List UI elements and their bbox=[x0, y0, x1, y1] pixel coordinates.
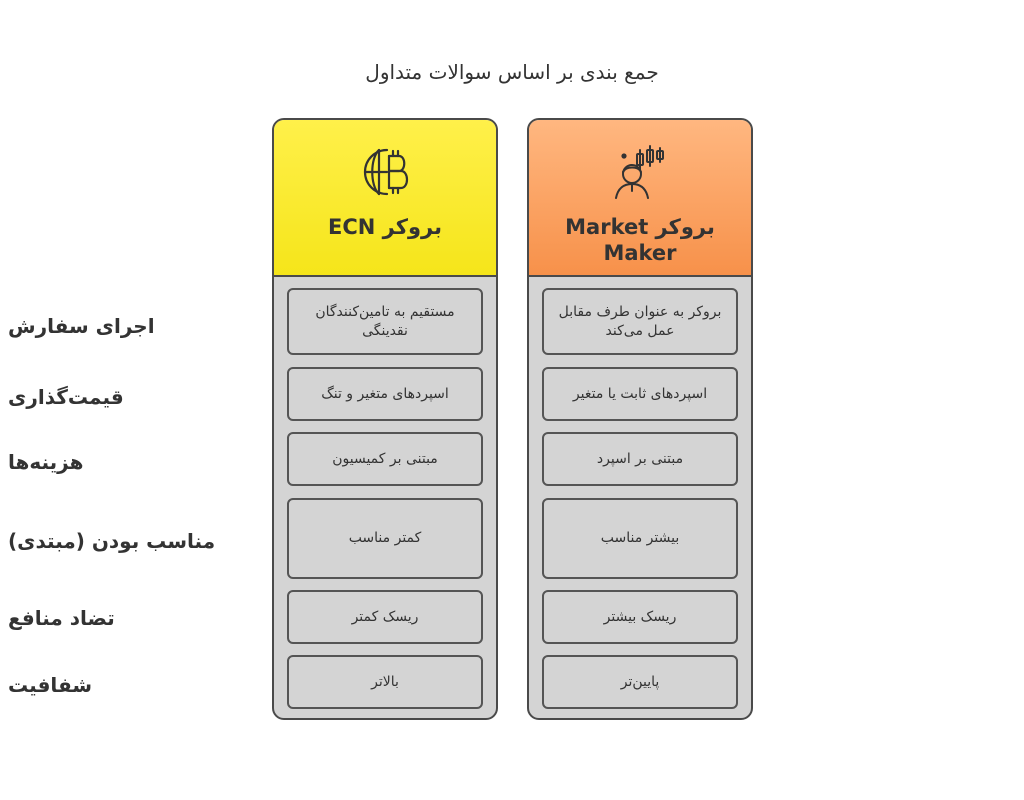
row-label-costs: هزینه‌ها bbox=[8, 450, 84, 474]
market-maker-broker-title: بروکر Market Maker bbox=[565, 215, 715, 265]
page-title: جمع بندی بر اساس سوالات متداول bbox=[365, 60, 659, 84]
ecn-broker-column bbox=[272, 118, 498, 720]
ecn-costs-cell: مبتنی بر کمیسیون bbox=[287, 432, 483, 486]
row-label-pricing: قیمت‌گذاری bbox=[8, 385, 124, 409]
ecn-broker-title: بروکر ECN bbox=[328, 215, 442, 239]
row-label-beginner-suitability: مناسب بودن (مبتدی) bbox=[8, 529, 216, 553]
ecn-broker-header bbox=[274, 120, 496, 277]
row-label-transparency: شفافیت bbox=[8, 673, 93, 697]
ecn-order-execution-cell: مستقیم به تامین‌کنندگان نقدینگی bbox=[287, 288, 483, 355]
mm-order-execution-cell: بروکر به عنوان طرف مقابل عمل می‌کند bbox=[542, 288, 738, 355]
mm-conflict-cell: ریسک بیشتر bbox=[542, 590, 738, 644]
mm-suitability-cell: بیشتر مناسب bbox=[542, 498, 738, 579]
market-maker-broker-header bbox=[529, 120, 751, 277]
ecn-transparency-cell: بالاتر bbox=[287, 655, 483, 709]
mm-transparency-cell: پایین‌تر bbox=[542, 655, 738, 709]
mm-pricing-cell: اسپردهای ثابت یا متغیر bbox=[542, 367, 738, 421]
row-label-order-execution: اجرای سفارش bbox=[8, 314, 155, 338]
mm-costs-cell: مبتنی بر اسپرد bbox=[542, 432, 738, 486]
globe-bitcoin-icon bbox=[355, 144, 415, 200]
ecn-pricing-cell: اسپردهای متغیر و تنگ bbox=[287, 367, 483, 421]
ecn-conflict-cell: ریسک کمتر bbox=[287, 590, 483, 644]
market-maker-broker-column bbox=[527, 118, 753, 720]
trader-candlestick-icon bbox=[610, 144, 670, 200]
row-label-conflict-of-interest: تضاد منافع bbox=[8, 606, 115, 630]
ecn-suitability-cell: کمتر مناسب bbox=[287, 498, 483, 579]
